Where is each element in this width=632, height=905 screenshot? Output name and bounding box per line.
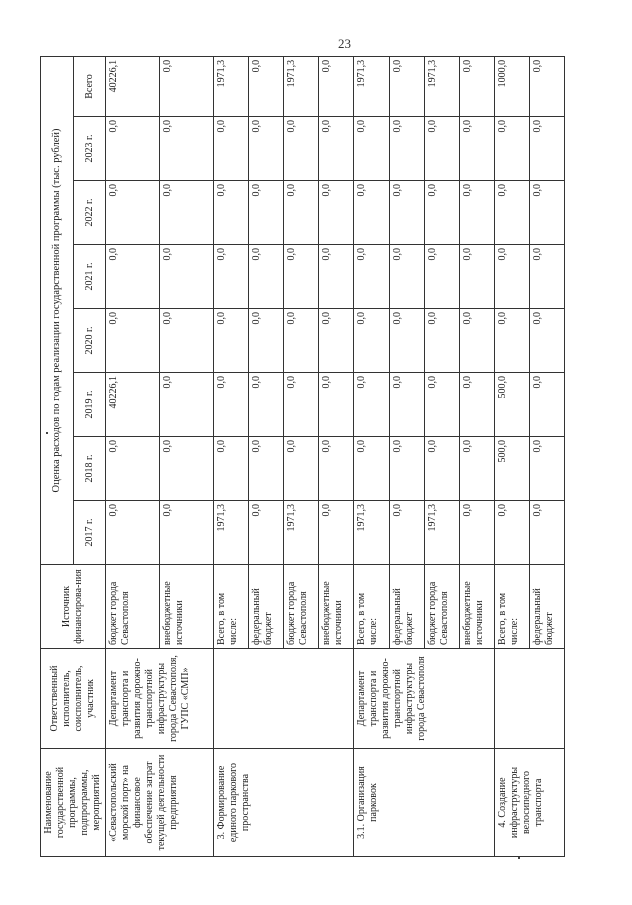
row-value: 0,0 xyxy=(495,181,530,245)
row-value: 0,0 xyxy=(424,117,459,181)
row-value: 0,0 xyxy=(389,373,424,437)
header-year: 2019 г. xyxy=(74,373,106,437)
row-total: 1971,3 xyxy=(424,56,459,116)
row-total: 1971,3 xyxy=(354,56,389,116)
row-value: 0,0 xyxy=(159,373,213,437)
row-value: 0,0 xyxy=(106,181,160,245)
row-total: 0,0 xyxy=(530,56,565,116)
row-total: 1971,3 xyxy=(284,56,319,116)
header-year: 2022 г. xyxy=(74,181,106,245)
row-value: 0,0 xyxy=(159,437,213,501)
scan-speck xyxy=(518,857,520,859)
row-source: федеральный бюджет xyxy=(389,565,424,649)
header-year: 2021 г. xyxy=(74,245,106,309)
row-value: 0,0 xyxy=(459,373,494,437)
budget-table-rotated xyxy=(40,57,556,857)
row-name: 3.1. Организация парковок xyxy=(354,749,495,857)
row-value: 0,0 xyxy=(459,501,494,565)
row-value: 1971,3 xyxy=(424,501,459,565)
header-responsible: Ответственный исполнитель, соисполнитель, участник xyxy=(41,649,106,749)
row-value: 0,0 xyxy=(459,117,494,181)
row-value: 0,0 xyxy=(249,181,284,245)
row-value: 0,0 xyxy=(159,117,213,181)
row-value: 0,0 xyxy=(354,309,389,373)
header-total: Всего xyxy=(74,56,106,116)
row-value: 0,0 xyxy=(495,117,530,181)
row-total: 1971,3 xyxy=(213,56,248,116)
row-value: 0,0 xyxy=(249,373,284,437)
row-source: Всего, в том числе: xyxy=(354,565,389,649)
row-value: 0,0 xyxy=(424,373,459,437)
row-value: 0,0 xyxy=(159,501,213,565)
row-value: 0,0 xyxy=(389,181,424,245)
row-value: 0,0 xyxy=(159,309,213,373)
row-source: Всего, в том числе: xyxy=(495,565,530,649)
row-value: 0,0 xyxy=(284,309,319,373)
row-value: 0,0 xyxy=(249,309,284,373)
header-year: 2020 г. xyxy=(74,309,106,373)
row-source: федеральный бюджет xyxy=(530,565,565,649)
row-value: 0,0 xyxy=(159,181,213,245)
row-value: 0,0 xyxy=(213,245,248,309)
row-value: 0,0 xyxy=(319,501,354,565)
row-value: 0,0 xyxy=(530,501,565,565)
row-value: 0,0 xyxy=(354,373,389,437)
table-row xyxy=(495,56,530,856)
row-value: 0,0 xyxy=(319,117,354,181)
row-value: 0,0 xyxy=(106,245,160,309)
header-year: 2017 г. xyxy=(74,501,106,565)
row-value: 0,0 xyxy=(530,373,565,437)
row-value: 0,0 xyxy=(424,181,459,245)
row-value: 500,0 xyxy=(495,437,530,501)
row-value: 0,0 xyxy=(424,437,459,501)
row-name: 4. Создание инфраструктуры велосипедного транспорта xyxy=(495,749,565,857)
row-value: 0,0 xyxy=(354,245,389,309)
row-source: бюджет города Севастополя xyxy=(106,565,160,649)
header-estimate-group: Оценка расходов по годам реализации государственной программы (тыс. рублей) xyxy=(41,56,74,564)
row-value: 0,0 xyxy=(213,117,248,181)
table-body xyxy=(106,56,565,856)
row-value: 0,0 xyxy=(159,245,213,309)
row-name: «Севастопольский морской порт» на финансовое обеспечение затрат текущей деятельности предприятия xyxy=(106,749,214,857)
row-value: 0,0 xyxy=(354,437,389,501)
row-value: 0,0 xyxy=(459,309,494,373)
row-responsible xyxy=(213,649,354,749)
page-number: 23 xyxy=(338,36,351,51)
row-value: 0,0 xyxy=(389,437,424,501)
row-value: 500,0 xyxy=(495,373,530,437)
row-value: 0,0 xyxy=(213,181,248,245)
row-source: бюджет города Севастополя xyxy=(284,565,319,649)
row-value: 0,0 xyxy=(530,245,565,309)
row-value: 1971,3 xyxy=(213,501,248,565)
row-value: 1971,3 xyxy=(284,501,319,565)
row-value: 0,0 xyxy=(106,501,160,565)
row-value: 0,0 xyxy=(389,309,424,373)
header-year: 2018 г. xyxy=(74,437,106,501)
row-total: 0,0 xyxy=(319,56,354,116)
row-value: 0,0 xyxy=(249,437,284,501)
row-total: 0,0 xyxy=(389,56,424,116)
table-row xyxy=(213,56,248,856)
row-source: внебюджетные источники xyxy=(319,565,354,649)
row-value: 0,0 xyxy=(284,437,319,501)
row-value: 0,0 xyxy=(530,437,565,501)
row-value: 0,0 xyxy=(249,117,284,181)
row-value: 0,0 xyxy=(106,437,160,501)
row-value: 0,0 xyxy=(319,373,354,437)
row-value: 0,0 xyxy=(284,181,319,245)
row-value: 0,0 xyxy=(249,501,284,565)
row-total: 40226,1 xyxy=(106,56,160,116)
row-value: 0,0 xyxy=(284,245,319,309)
row-value: 0,0 xyxy=(319,245,354,309)
row-value: 0,0 xyxy=(213,437,248,501)
budget-table xyxy=(40,56,565,857)
row-total: 0,0 xyxy=(249,56,284,116)
header-source: Источник финансирова-ния xyxy=(41,565,106,649)
header-name: Наименование государственной программы, подпрограммы, мероприятий xyxy=(41,749,106,857)
row-value: 0,0 xyxy=(495,501,530,565)
row-value: 0,0 xyxy=(459,245,494,309)
row-value: 0,0 xyxy=(530,309,565,373)
row-value: 0,0 xyxy=(459,437,494,501)
table-row xyxy=(354,56,389,856)
row-value: 0,0 xyxy=(319,437,354,501)
row-total: 0,0 xyxy=(459,56,494,116)
row-source: Всего, в том числе: xyxy=(213,565,248,649)
row-value: 0,0 xyxy=(530,181,565,245)
row-value: 0,0 xyxy=(106,117,160,181)
row-value: 0,0 xyxy=(106,309,160,373)
row-source: внебюджетные источники xyxy=(159,565,213,649)
row-value: 0,0 xyxy=(495,309,530,373)
row-value: 0,0 xyxy=(354,117,389,181)
row-value: 0,0 xyxy=(424,245,459,309)
row-value: 0,0 xyxy=(213,309,248,373)
row-source: бюджет города Севастополя xyxy=(424,565,459,649)
table-row xyxy=(106,56,160,856)
row-source: федеральный бюджет xyxy=(249,565,284,649)
row-responsible xyxy=(495,649,565,749)
row-value: 0,0 xyxy=(213,373,248,437)
row-value: 0,0 xyxy=(389,501,424,565)
row-value: 0,0 xyxy=(284,373,319,437)
row-value: 0,0 xyxy=(354,181,389,245)
row-value: 0,0 xyxy=(424,309,459,373)
row-value: 1971,3 xyxy=(354,501,389,565)
row-value: 0,0 xyxy=(389,117,424,181)
row-total: 0,0 xyxy=(159,56,213,116)
row-value: 0,0 xyxy=(495,245,530,309)
row-value: 0,0 xyxy=(530,117,565,181)
row-value: 40226,1 xyxy=(106,373,160,437)
row-value: 0,0 xyxy=(249,245,284,309)
row-value: 0,0 xyxy=(459,181,494,245)
row-value: 0,0 xyxy=(319,309,354,373)
row-total: 1000,0 xyxy=(495,56,530,116)
row-source: внебюджетные источники xyxy=(459,565,494,649)
row-name: 3. Формирование единого паркового пространства xyxy=(213,749,354,857)
row-value: 0,0 xyxy=(319,181,354,245)
row-value: 0,0 xyxy=(389,245,424,309)
row-value: 0,0 xyxy=(284,117,319,181)
header-year: 2023 г. xyxy=(74,117,106,181)
row-responsible: Департамент транспорта и развития дорожно-транспортной инфраструктуры города Севастополя, ГУПС «СМП» xyxy=(106,649,214,749)
row-responsible: Департамент транспорта и развития дорожно-транспортной инфраструктуры города Севастополя xyxy=(354,649,495,749)
